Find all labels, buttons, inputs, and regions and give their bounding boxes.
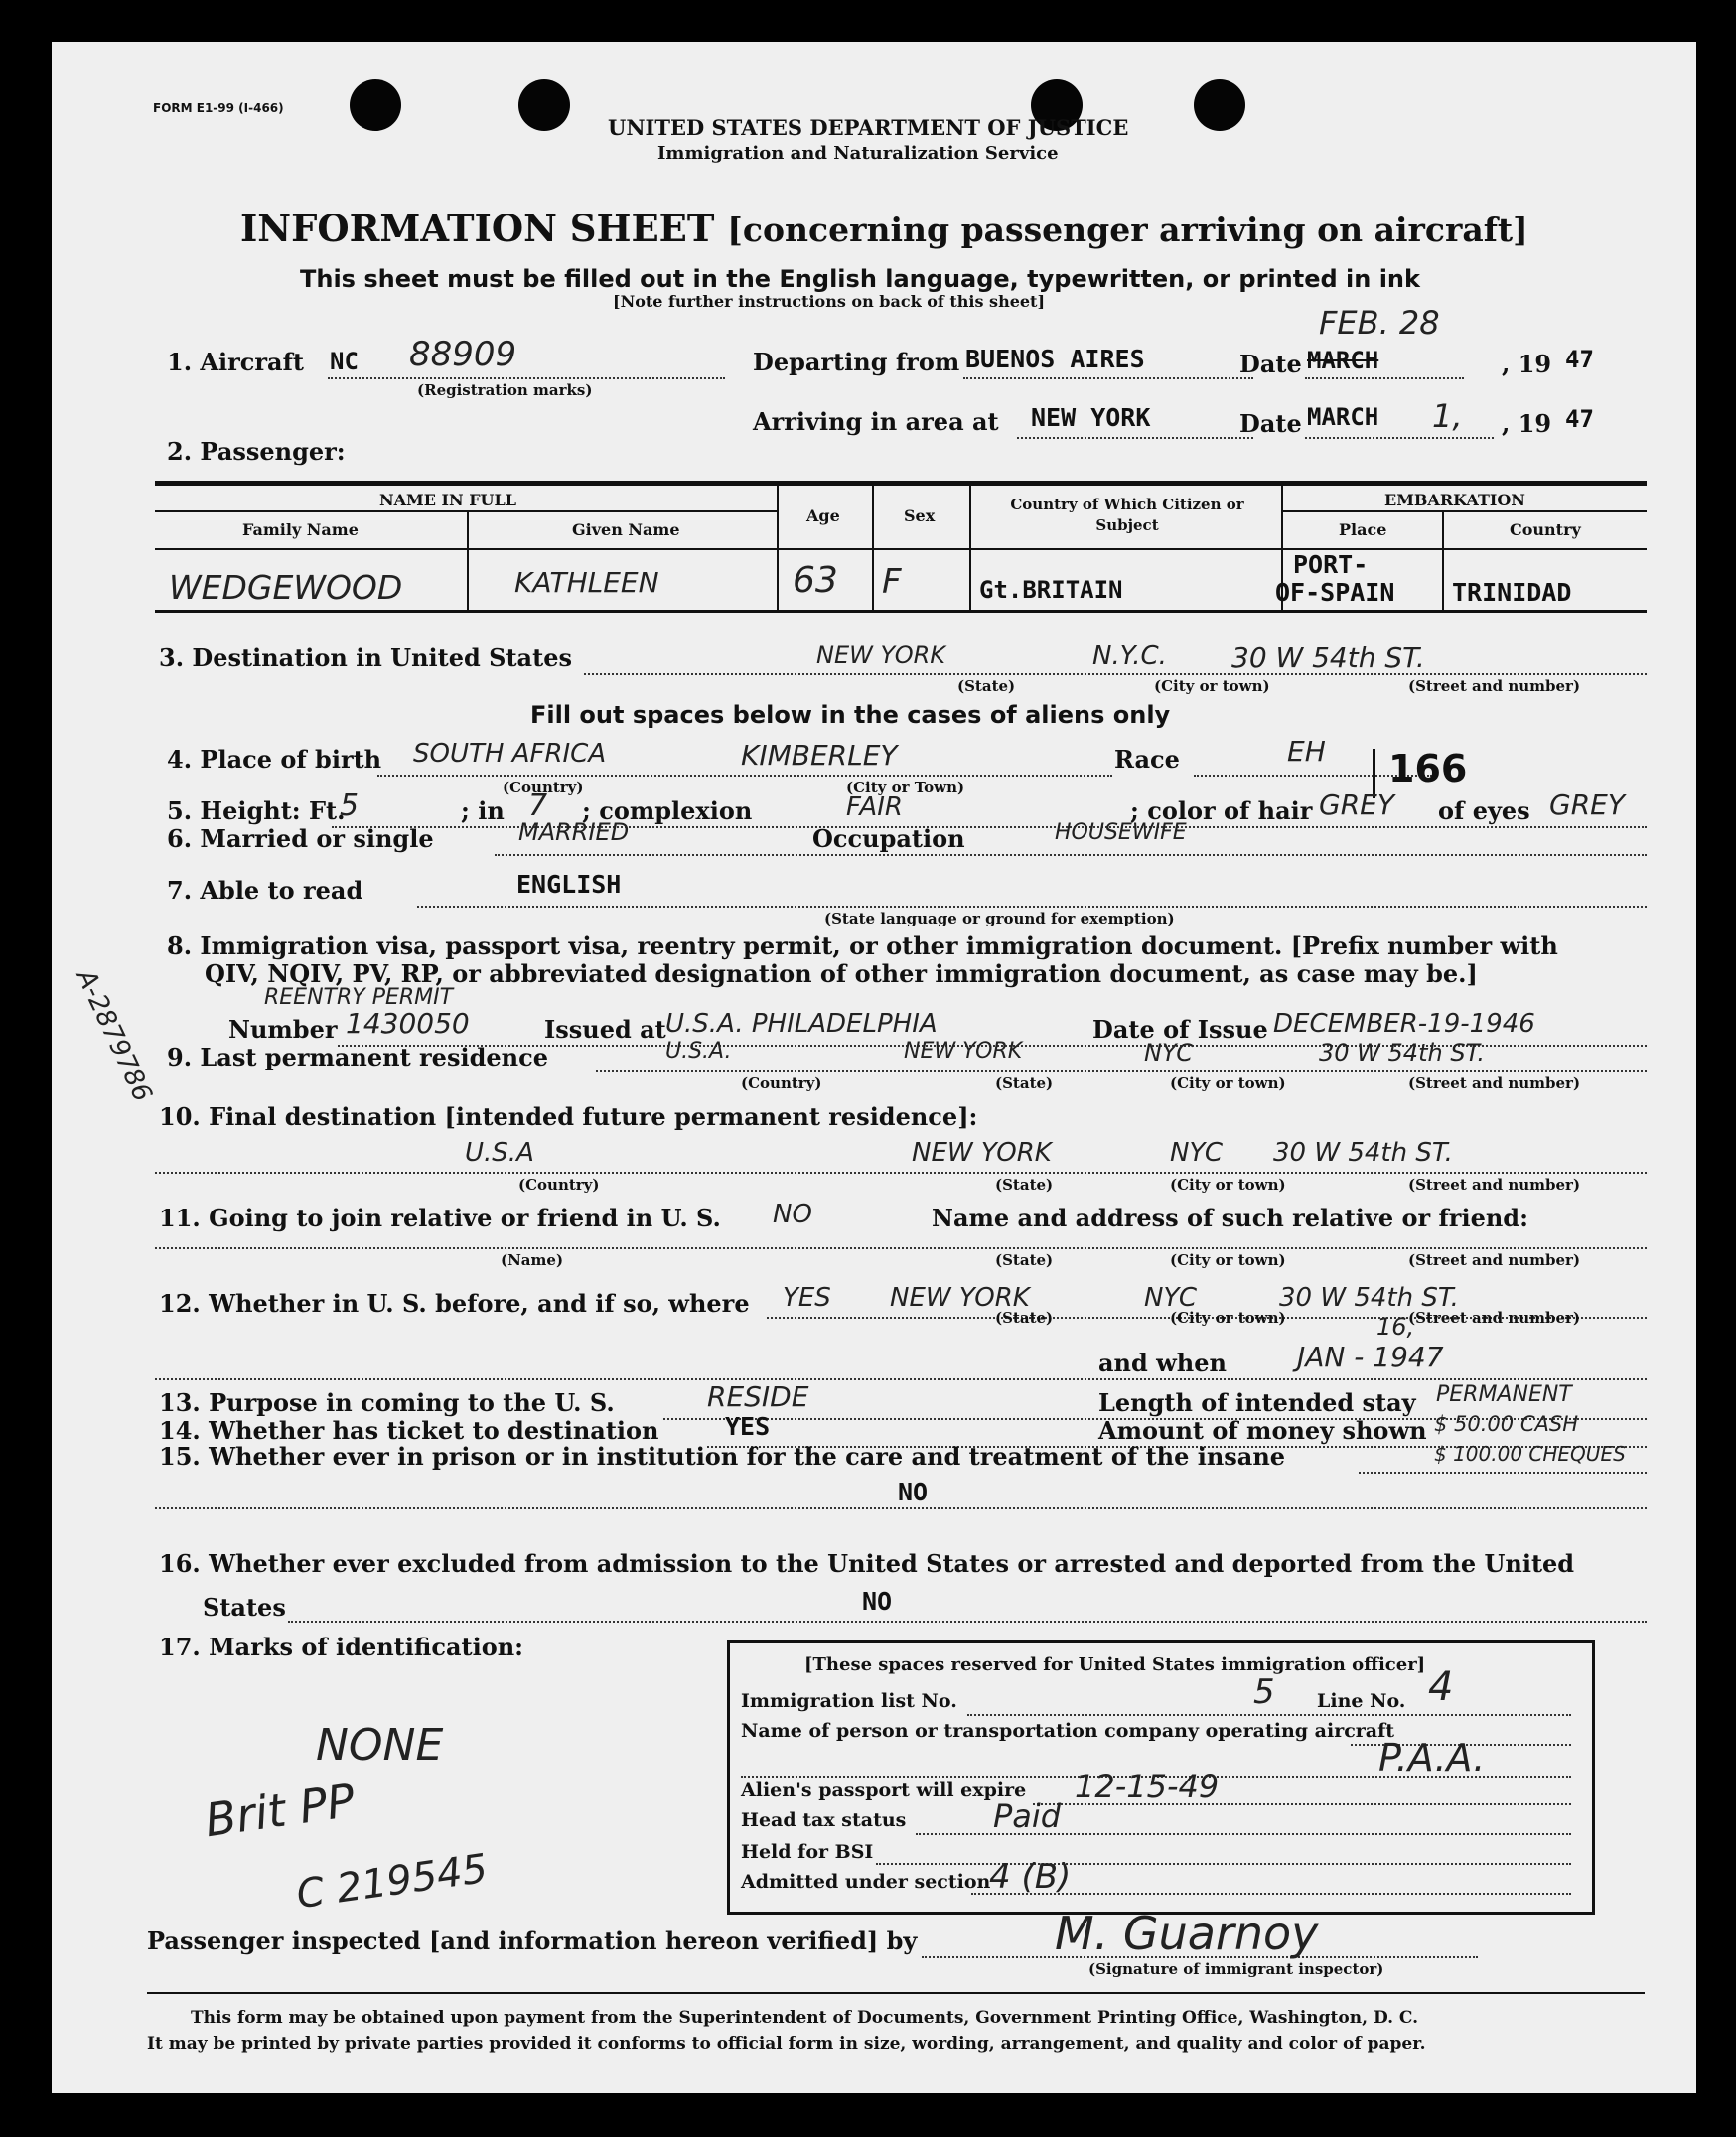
destination-city: N.Y.C.	[1092, 641, 1167, 671]
final-state: NEW YORK	[912, 1138, 1052, 1168]
form-title	[240, 207, 1528, 250]
arriving-date-label: Date	[1239, 409, 1302, 438]
issued-label: Issued at	[544, 1015, 666, 1044]
document-number: 1430050	[346, 1007, 470, 1040]
birth-label: 4. Place of birth	[167, 745, 382, 774]
header-country-citizen: Country of Which Citizen or Subject	[1010, 496, 1244, 534]
departing-date-hand: FEB. 28	[1319, 304, 1440, 342]
issued-at: U.S.A. PHILADELPHIA	[665, 1009, 938, 1039]
caption-final-street: (Street and number)	[1408, 1176, 1581, 1194]
list-no-value: 5	[1253, 1672, 1275, 1712]
inches-label: ; in	[461, 796, 505, 825]
previous-visit-city: NYC	[1144, 1283, 1198, 1313]
document-label-2: QIV, NQIV, PV, RP, or abbreviated designation of other immigration document, as case may be.]	[205, 959, 1478, 988]
issue-date-label: Date of Issue	[1092, 1015, 1268, 1044]
margin-alien-number: A-2879786	[70, 965, 158, 1107]
excluded-label-2: States	[203, 1593, 286, 1622]
height-inches: 7	[528, 788, 548, 823]
final-country: U.S.A	[465, 1138, 534, 1168]
form-number: FORM E1-99 (I-466)	[153, 101, 284, 115]
instruction-line: This sheet must be filled out in the English language, typewritten, or printed in ink	[300, 265, 1420, 293]
arriving-at: NEW YORK	[1031, 403, 1151, 432]
identification-label: 17. Marks of identification:	[159, 1633, 524, 1661]
previous-visit-when: JAN - 1947	[1297, 1341, 1444, 1373]
stay-label: Length of intended stay	[1098, 1388, 1416, 1417]
arriving-year-prefix: , 19	[1502, 409, 1552, 438]
caption-final-state: (State)	[995, 1176, 1054, 1194]
destination-state: NEW YORK	[816, 641, 946, 669]
list-no-label: Immigration list No.	[741, 1690, 957, 1712]
residence-street: 30 W 54th ST.	[1319, 1039, 1485, 1067]
departing-date-label: Date	[1239, 350, 1302, 378]
purpose-label: 13. Purpose in coming to the U. S.	[159, 1388, 615, 1417]
document-type: REENTRY PERMIT	[264, 985, 454, 1010]
destination-street: 30 W 54th ST.	[1231, 641, 1425, 674]
company-label: Name of person or transportation company operating aircraft	[741, 1720, 1395, 1742]
header-sex: Sex	[904, 506, 936, 525]
departing-label: Departing from	[753, 348, 960, 376]
stay-value: PERMANENT	[1436, 1382, 1572, 1407]
company-value: P.A.A.	[1378, 1736, 1486, 1780]
caption-rel-street: (Street and number)	[1408, 1251, 1581, 1269]
departing-date-struck: MARCH	[1307, 347, 1379, 374]
footer-line-1: This form may be obtained upon payment from the Superintendent of Documents, Government Printing Office, Washington, D. C.	[191, 2008, 1419, 2028]
previous-visit-state: NEW YORK	[890, 1283, 1030, 1313]
final-street: 30 W 54th ST.	[1273, 1138, 1453, 1168]
occupation-value: HOUSEWIFE	[1055, 820, 1187, 845]
caption-res-street: (Street and number)	[1408, 1074, 1581, 1092]
when-label: and when	[1098, 1349, 1227, 1377]
header-place: Place	[1339, 520, 1387, 539]
money-value-2: $ 100.00 CHEQUES	[1434, 1442, 1626, 1466]
race-label: Race	[1114, 745, 1180, 774]
residence-city: NYC	[1144, 1039, 1193, 1067]
header-name-in-full: NAME IN FULL	[379, 491, 517, 509]
caption-rel-name: (Name)	[501, 1251, 564, 1269]
registration-caption: (Registration marks)	[417, 381, 593, 399]
ticket-value: YES	[725, 1412, 771, 1441]
caption-visit-city: (City or town)	[1170, 1309, 1286, 1327]
caption-rel-city: (City or town)	[1170, 1251, 1286, 1269]
caption-final-city: (City or town)	[1170, 1176, 1286, 1194]
passenger-country: Gt.BRITAIN	[979, 576, 1123, 604]
hair-label: ; color of hair	[1130, 796, 1313, 825]
header-given-name: Given Name	[572, 520, 680, 539]
previous-visit-day: 16,	[1376, 1313, 1415, 1341]
excluded-label-1: 16. Whether ever excluded from admission to the United States or arrested and deported from the United	[159, 1549, 1575, 1578]
form-title-main: INFORMATION SHEET	[240, 207, 715, 250]
issue-date: DECEMBER-19-1946	[1273, 1009, 1535, 1039]
previous-visit-label: 12. Whether in U. S. before, and if so, where	[159, 1289, 750, 1318]
number-label: Number	[228, 1015, 338, 1044]
passenger-age: 63	[793, 560, 838, 601]
complexion-value: FAIR	[846, 792, 903, 822]
departing-from: BUENOS AIRES	[965, 345, 1145, 373]
admitted-label: Admitted under section	[741, 1871, 991, 1893]
previous-visit-value: YES	[783, 1283, 831, 1313]
departing-year-prefix: , 19	[1502, 350, 1552, 378]
destination-label: 3. Destination in United States	[159, 643, 572, 672]
identification-line-2: Brit PP	[201, 1773, 359, 1848]
read-caption: (State language or ground for exemption)	[824, 910, 1175, 927]
read-value: ENGLISH	[516, 870, 622, 899]
read-label: 7. Able to read	[167, 876, 363, 905]
purpose-value: RESIDE	[707, 1380, 809, 1413]
caption-res-country: (Country)	[741, 1074, 822, 1092]
embarkation-place-line2: OF-SPAIN	[1275, 578, 1395, 607]
residence-label: 9. Last permanent residence	[167, 1043, 548, 1071]
passport-label: Alien's passport will expire	[741, 1780, 1027, 1801]
embarkation-place-line1: PORT-	[1293, 550, 1369, 579]
department-name: UNITED STATES DEPARTMENT OF JUSTICE	[608, 115, 1129, 140]
final-city: NYC	[1170, 1138, 1224, 1168]
header-age: Age	[806, 506, 840, 525]
occupation-label: Occupation	[812, 824, 965, 853]
embarkation-country: TRINIDAD	[1452, 578, 1572, 607]
header-emb-country: Country	[1510, 520, 1581, 539]
caption-street: (Street and number)	[1408, 677, 1581, 695]
line-no-label: Line No.	[1317, 1690, 1406, 1712]
residence-country: U.S.A.	[665, 1039, 732, 1064]
punch-hole	[518, 79, 570, 131]
aircraft-registration: 88909	[409, 335, 517, 374]
race-value: EH	[1287, 735, 1326, 768]
officer-box-heading: [These spaces reserved for United States immigration officer]	[804, 1654, 1426, 1675]
admitted-value: 4 (B)	[989, 1857, 1072, 1897]
punch-hole	[1194, 79, 1245, 131]
caption-city: (City or town)	[1154, 677, 1270, 695]
identification-line-3: C 219545	[293, 1845, 491, 1919]
header-family-name: Family Name	[242, 520, 359, 539]
service-name: Immigration and Naturalization Service	[657, 143, 1059, 164]
arriving-day: 1,	[1432, 397, 1463, 435]
arriving-year: 47	[1565, 405, 1594, 433]
passport-value: 12-15-49	[1075, 1768, 1220, 1805]
inspection-label: Passenger inspected [and information hereon verified] by	[147, 1926, 918, 1955]
marginal-number: 166	[1388, 747, 1468, 790]
money-label: Amount of money shown	[1098, 1416, 1427, 1445]
passenger-sex: F	[882, 562, 902, 602]
join-relative-label: 11. Going to join relative or friend in U. S.	[159, 1204, 721, 1232]
eyes-value: GREY	[1549, 788, 1625, 821]
caption-res-city: (City or town)	[1170, 1074, 1286, 1092]
ticket-label: 14. Whether has ticket to destination	[159, 1416, 659, 1445]
aircraft-prefix: NC	[330, 348, 359, 375]
caption-visit-state: (State)	[995, 1309, 1054, 1327]
header-embarkation: EMBARKATION	[1384, 491, 1525, 509]
prison-label: 15. Whether ever in prison or in institution for the care and treatment of the insane	[159, 1442, 1286, 1471]
aliens-heading: Fill out spaces below in the cases of aliens only	[530, 701, 1171, 729]
prison-value: NO	[898, 1478, 929, 1506]
caption-rel-state: (State)	[995, 1251, 1054, 1269]
caption-final-country: (Country)	[518, 1176, 600, 1194]
residence-state: NEW YORK	[904, 1039, 1023, 1064]
final-destination-label: 10. Final destination [intended future permanent residence]:	[159, 1102, 978, 1131]
passenger-label: 2. Passenger:	[167, 437, 346, 466]
aircraft-label: 1. Aircraft	[167, 348, 305, 376]
headtax-label: Head tax status	[741, 1809, 907, 1831]
birth-city: KIMBERLEY	[741, 739, 898, 772]
complexion-label: ; complexion	[582, 796, 753, 825]
passenger-family-name: WEDGEWOOD	[169, 568, 403, 607]
join-relative-value: NO	[773, 1200, 812, 1229]
passenger-given-name: KATHLEEN	[514, 566, 659, 599]
departing-year: 47	[1565, 346, 1594, 373]
caption-visit-street: (Street and number)	[1408, 1309, 1581, 1327]
money-value: $ 50.00 CASH	[1434, 1412, 1578, 1436]
caption-birth-city: (City or Town)	[846, 779, 965, 796]
document-label-1: 8. Immigration visa, passport visa, reentry permit, or other immigration document. [Prefix number with	[167, 931, 1558, 960]
form-title-sub: [concerning passenger arriving on aircraft]	[727, 211, 1528, 249]
identification-line-1: NONE	[316, 1720, 444, 1771]
punch-hole	[350, 79, 401, 131]
height-label: 5. Height: Ft.	[167, 796, 346, 825]
married-label: 6. Married or single	[167, 824, 434, 853]
information-sheet	[52, 42, 1696, 2093]
eyes-label: of eyes	[1438, 796, 1530, 825]
birth-country: SOUTH AFRICA	[413, 739, 607, 769]
arriving-label: Arriving in area at	[753, 407, 999, 436]
instruction-note: [Note further instructions on back of this sheet]	[613, 292, 1046, 311]
previous-visit-street: 30 W 54th ST.	[1279, 1283, 1459, 1313]
line-no-value: 4	[1428, 1664, 1454, 1710]
headtax-value: Paid	[993, 1797, 1062, 1835]
caption-birth-country: (Country)	[503, 779, 584, 796]
married-value: MARRIED	[518, 818, 630, 846]
caption-state: (State)	[957, 677, 1016, 695]
relative-name-label: Name and address of such relative or friend:	[932, 1204, 1528, 1232]
bsi-label: Held for BSI	[741, 1841, 874, 1863]
footer-line-2: It may be printed by private parties provided it conforms to official form in size, wording, arrangement, and quality and color of paper.	[147, 2034, 1426, 2054]
inspector-signature: M. Guarnoy	[1055, 1907, 1319, 1960]
signature-caption: (Signature of immigrant inspector)	[1088, 1960, 1384, 1978]
hair-value: GREY	[1319, 788, 1394, 821]
caption-res-state: (State)	[995, 1074, 1054, 1092]
height-feet: 5	[340, 788, 360, 823]
excluded-value: NO	[862, 1587, 893, 1616]
arriving-date: MARCH	[1307, 403, 1379, 431]
